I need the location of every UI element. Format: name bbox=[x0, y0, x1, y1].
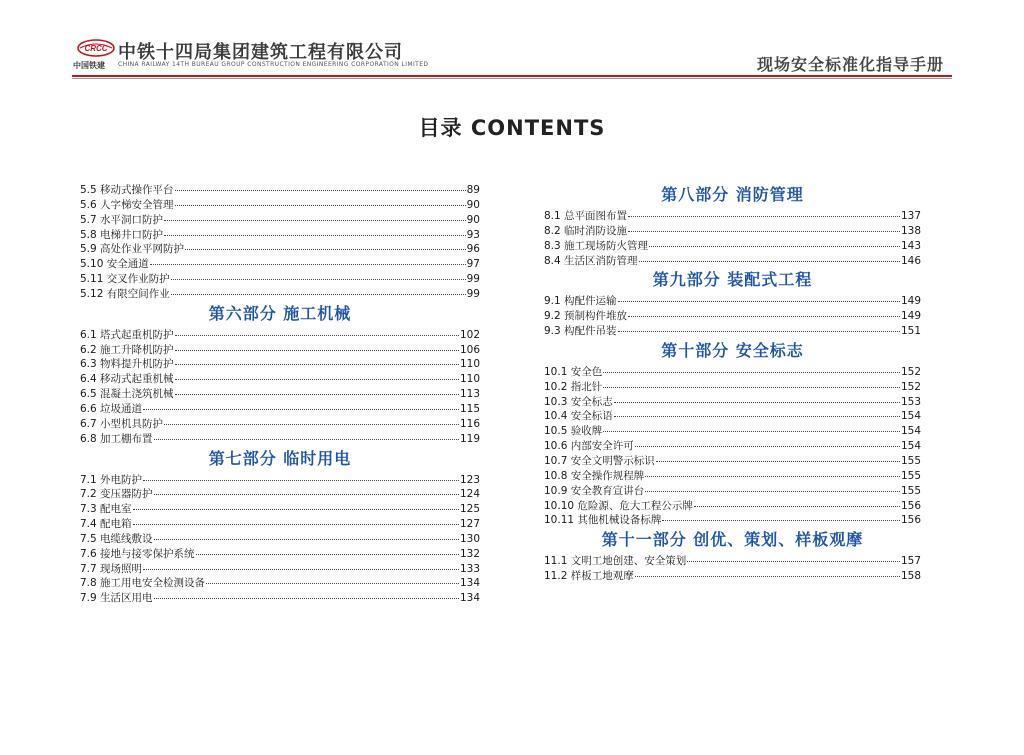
dot-leader bbox=[196, 546, 459, 555]
toc-entry-title: 10.8 安全操作规程牌 bbox=[544, 469, 645, 482]
toc-entry-title: 5.12 有限空间作业 bbox=[80, 287, 170, 300]
dot-leader bbox=[603, 379, 900, 388]
dot-leader bbox=[603, 423, 900, 432]
toc-entry-page: 154 bbox=[900, 410, 921, 423]
toc-entry-title: 6.3 物料提升机防护 bbox=[80, 358, 174, 371]
toc-entry-title: 5.7 水平洞口防护 bbox=[80, 213, 164, 226]
toc-entry[interactable] bbox=[544, 468, 921, 483]
toc-entry-page: 110 bbox=[459, 373, 480, 386]
dot-leader bbox=[618, 293, 900, 302]
toc-entry-page: 89 bbox=[466, 184, 480, 196]
toc-entry-page: 123 bbox=[459, 473, 480, 486]
toc-entry-title: 9.2 预制构件堆放 bbox=[544, 310, 628, 323]
toc-entry-page: 113 bbox=[459, 388, 480, 401]
toc-entry-page: 134 bbox=[459, 592, 480, 605]
toc-entry-title: 9.3 构配件吊装 bbox=[544, 325, 617, 338]
toc-entry-title: 10.11 其他机械设备标牌 bbox=[544, 514, 662, 527]
toc-entry-title: 7.1 外电防护 bbox=[80, 473, 143, 486]
toc-entry-title: 6.8 加工棚布置 bbox=[80, 432, 153, 445]
toc-entry-title: 7.5 电缆线敷设 bbox=[80, 532, 153, 545]
section-heading: 第十部分 安全标志 bbox=[661, 340, 804, 360]
toc-entry-page: 152 bbox=[900, 365, 921, 378]
toc-right-column bbox=[544, 182, 921, 583]
dot-leader bbox=[175, 182, 466, 191]
toc-entry[interactable] bbox=[544, 364, 921, 379]
toc-entry[interactable] bbox=[80, 227, 480, 242]
toc-entry-page: 154 bbox=[900, 425, 921, 438]
company-name-cn: 中铁十四局集团建筑工程有限公司 bbox=[118, 42, 403, 63]
section-heading: 第九部分 装配式工程 bbox=[652, 270, 813, 290]
toc-entry-title: 7.7 现场照明 bbox=[80, 562, 143, 575]
toc-entry[interactable] bbox=[544, 208, 921, 223]
toc-entry-title: 7.9 生活区用电 bbox=[80, 592, 153, 605]
toc-entry-title: 5.6 人字梯安全管理 bbox=[80, 198, 174, 211]
toc-entry-title: 8.4 生活区消防管理 bbox=[544, 254, 638, 267]
toc-entry-title: 10.7 安全文明警示标识 bbox=[544, 454, 655, 467]
dot-leader bbox=[143, 561, 459, 570]
toc-entry[interactable] bbox=[80, 401, 480, 416]
dot-leader bbox=[645, 468, 900, 477]
toc-entry-page: 116 bbox=[459, 417, 480, 430]
dot-leader bbox=[175, 197, 466, 206]
dot-leader bbox=[628, 223, 900, 232]
dot-leader bbox=[143, 472, 459, 481]
toc-entry-title: 5.9 高处作业平网防护 bbox=[80, 243, 185, 256]
toc-entry-page: 158 bbox=[900, 570, 921, 583]
dot-leader bbox=[164, 212, 466, 221]
dot-leader bbox=[662, 512, 900, 521]
toc-entry-title: 9.1 构配件运输 bbox=[544, 295, 617, 308]
toc-entry[interactable] bbox=[80, 271, 480, 286]
toc-entry[interactable] bbox=[80, 212, 480, 227]
toc-entry[interactable] bbox=[80, 342, 480, 357]
company-name-en: CHINA RAILWAY 14TH BUREAU GROUP CONSTRUCTION ENGINEERING CORPORATION LIMITED bbox=[118, 61, 429, 68]
toc-entry[interactable] bbox=[80, 575, 480, 590]
toc-entry[interactable] bbox=[80, 182, 480, 197]
dot-leader bbox=[154, 486, 459, 495]
toc-entry[interactable] bbox=[544, 323, 921, 338]
logo-text: CRCC bbox=[84, 44, 108, 53]
toc-entry-page: 124 bbox=[459, 488, 480, 501]
toc-entry[interactable] bbox=[544, 498, 921, 513]
dot-leader bbox=[171, 286, 466, 295]
toc-entry-title: 6.6 垃圾通道 bbox=[80, 402, 143, 415]
toc-entry[interactable] bbox=[80, 197, 480, 212]
toc-entry[interactable] bbox=[80, 431, 480, 446]
toc-entry-page: 138 bbox=[900, 224, 921, 237]
toc-entry[interactable] bbox=[544, 553, 921, 568]
dot-leader bbox=[133, 501, 459, 510]
toc-entry[interactable] bbox=[544, 394, 921, 409]
toc-entry-title: 10.6 内部安全许可 bbox=[544, 440, 634, 453]
section-heading: 第六部分 施工机械 bbox=[208, 303, 352, 323]
toc-entry[interactable] bbox=[80, 416, 480, 431]
toc-entry[interactable] bbox=[80, 371, 480, 386]
toc-entry-page: 130 bbox=[459, 532, 480, 545]
toc-entry-page: 125 bbox=[459, 503, 480, 516]
toc-entry[interactable] bbox=[544, 379, 921, 394]
toc-entry-page: 99 bbox=[466, 273, 480, 286]
dot-leader bbox=[175, 327, 459, 336]
toc-entry-title: 6.7 小型机具防护 bbox=[80, 417, 164, 430]
toc-entry-title: 7.2 变压器防护 bbox=[80, 488, 153, 501]
toc-entry[interactable] bbox=[80, 256, 480, 271]
toc-entry-title: 6.1 塔式起重机防护 bbox=[80, 328, 174, 341]
dot-leader bbox=[175, 342, 459, 351]
toc-entry-page: 96 bbox=[466, 243, 480, 256]
toc-entry[interactable] bbox=[80, 327, 480, 342]
dot-leader bbox=[206, 575, 459, 584]
dot-leader bbox=[635, 438, 900, 447]
toc-entry-page: 151 bbox=[900, 325, 921, 338]
toc-entry[interactable] bbox=[544, 512, 921, 527]
toc-entry[interactable] bbox=[80, 546, 480, 561]
toc-entry-page: 155 bbox=[900, 484, 921, 497]
dot-leader bbox=[133, 516, 459, 525]
dot-leader bbox=[603, 364, 900, 373]
section-heading: 第十一部分 创优、策划、样板观摩 bbox=[601, 530, 864, 550]
dot-leader bbox=[150, 256, 466, 265]
toc-entry-title: 5.5 移动式操作平台 bbox=[80, 184, 174, 196]
toc-entry[interactable] bbox=[80, 561, 480, 576]
dot-leader bbox=[175, 371, 459, 380]
toc-entry-title: 6.4 移动式起重机械 bbox=[80, 373, 174, 386]
toc-entry-page: 137 bbox=[900, 210, 921, 222]
toc-left-column bbox=[80, 182, 480, 605]
dot-leader bbox=[656, 453, 900, 462]
toc-entry[interactable] bbox=[544, 453, 921, 468]
toc-entry-page: 156 bbox=[900, 499, 921, 512]
toc-entry-title: 10.5 验收牌 bbox=[544, 425, 603, 438]
toc-entry[interactable] bbox=[80, 486, 480, 501]
toc-entry-page: 93 bbox=[466, 228, 480, 241]
crcc-logo bbox=[76, 38, 116, 58]
toc-entry-page: 156 bbox=[900, 514, 921, 527]
toc-entry-title: 7.3 配电室 bbox=[80, 503, 132, 516]
dot-leader bbox=[614, 408, 900, 417]
toc-entry-page: 90 bbox=[466, 213, 480, 226]
toc-entry[interactable] bbox=[80, 590, 480, 605]
header-gray-rule bbox=[72, 78, 952, 79]
toc-entry-page: 133 bbox=[459, 562, 480, 575]
toc-entry-title: 8.3 施工现场防火管理 bbox=[544, 239, 649, 252]
toc-entry[interactable] bbox=[544, 308, 921, 323]
toc-entry-page: 99 bbox=[466, 287, 480, 300]
toc-entry-page: 146 bbox=[900, 254, 921, 267]
dot-leader bbox=[639, 253, 900, 262]
toc-entry-title: 10.10 危险源、危大工程公示牌 bbox=[544, 499, 693, 512]
toc-entry[interactable] bbox=[80, 501, 480, 516]
dot-leader bbox=[164, 416, 459, 425]
toc-entry-title: 5.10 安全通道 bbox=[80, 258, 149, 271]
toc-entry[interactable] bbox=[80, 286, 480, 301]
toc-entry-page: 97 bbox=[466, 258, 480, 271]
dot-leader bbox=[645, 483, 900, 492]
toc-entry-page: 134 bbox=[459, 577, 480, 590]
toc-entry[interactable] bbox=[80, 356, 480, 371]
toc-entry-page: 157 bbox=[900, 555, 921, 568]
toc-entry-title: 5.8 电梯井口防护 bbox=[80, 228, 164, 241]
toc-entry-page: 153 bbox=[900, 395, 921, 408]
toc-entry-page: 155 bbox=[900, 469, 921, 482]
toc-entry-title: 7.4 配电箱 bbox=[80, 518, 132, 531]
toc-entry-page: 152 bbox=[900, 380, 921, 393]
toc-entry[interactable] bbox=[544, 438, 921, 453]
logo-subtitle: 中国铁建 bbox=[73, 61, 105, 70]
dot-leader bbox=[154, 531, 459, 540]
toc-entry-page: 106 bbox=[459, 343, 480, 356]
toc-entry-title: 8.1 总平面图布置 bbox=[544, 210, 628, 222]
toc-entry[interactable] bbox=[80, 472, 480, 487]
toc-entry-title: 11.2 样板工地观摩 bbox=[544, 570, 634, 583]
toc-entry-page: 90 bbox=[466, 198, 480, 211]
toc-entry-page: 132 bbox=[459, 547, 480, 560]
dot-leader bbox=[154, 590, 459, 599]
toc-entry[interactable] bbox=[544, 223, 921, 238]
toc-entry[interactable] bbox=[544, 253, 921, 268]
toc-entry-page: 115 bbox=[459, 402, 480, 415]
toc-entry-title: 10.1 安全色 bbox=[544, 365, 603, 378]
toc-entry[interactable] bbox=[544, 408, 921, 423]
dot-leader bbox=[635, 568, 900, 577]
toc-entry-page: 119 bbox=[459, 432, 480, 445]
toc-entry-page: 143 bbox=[900, 239, 921, 252]
contents-title: 目录 CONTENTS bbox=[418, 116, 606, 140]
toc-entry-title: 10.2 指北针 bbox=[544, 380, 603, 393]
toc-entry[interactable] bbox=[544, 483, 921, 498]
toc-entry[interactable] bbox=[80, 386, 480, 401]
toc-entry[interactable] bbox=[80, 516, 480, 531]
toc-entry[interactable] bbox=[80, 241, 480, 256]
toc-entry-title: 7.8 施工用电安全检测设备 bbox=[80, 577, 206, 590]
dot-leader bbox=[618, 323, 900, 332]
dot-leader bbox=[175, 356, 459, 365]
toc-entry-page: 127 bbox=[459, 518, 480, 531]
section-heading: 第八部分 消防管理 bbox=[661, 185, 804, 204]
dot-leader bbox=[614, 394, 900, 403]
toc-entry[interactable] bbox=[544, 293, 921, 308]
page-header bbox=[0, 0, 1024, 100]
toc-entry-title: 6.2 施工升降机防护 bbox=[80, 343, 174, 356]
dot-leader bbox=[649, 238, 900, 247]
toc-entry-title: 11.1 文明工地创建、安全策划 bbox=[544, 555, 687, 568]
toc-entry-page: 155 bbox=[900, 454, 921, 467]
toc-entry-title: 10.9 安全教育宣讲台 bbox=[544, 484, 645, 497]
toc-entry-title: 8.2 临时消防设施 bbox=[544, 224, 628, 237]
dot-leader bbox=[154, 431, 459, 440]
dot-leader bbox=[694, 498, 900, 507]
toc-entry-page: 110 bbox=[459, 358, 480, 371]
dot-leader bbox=[164, 227, 466, 236]
toc-entry-page: 102 bbox=[459, 328, 480, 341]
dot-leader bbox=[175, 386, 459, 395]
dot-leader bbox=[185, 241, 466, 250]
toc-entry-title: 7.6 接地与接零保护系统 bbox=[80, 547, 195, 560]
dot-leader bbox=[628, 308, 900, 317]
toc-entry-page: 149 bbox=[900, 310, 921, 323]
toc-entry-title: 10.3 安全标志 bbox=[544, 395, 613, 408]
toc-entry[interactable] bbox=[544, 238, 921, 253]
toc-entry[interactable] bbox=[80, 531, 480, 546]
dot-leader bbox=[143, 401, 459, 410]
dot-leader bbox=[687, 553, 900, 562]
section-heading: 第七部分 临时用电 bbox=[208, 448, 352, 468]
manual-title: 现场安全标准化指导手册 bbox=[756, 55, 944, 74]
dot-leader bbox=[171, 271, 466, 280]
toc-entry-page: 149 bbox=[900, 295, 921, 308]
toc-entry-title: 6.5 混凝土浇筑机械 bbox=[80, 388, 174, 401]
toc-entry-title: 10.4 安全标语 bbox=[544, 410, 613, 423]
header-red-rule bbox=[72, 75, 952, 77]
toc-entry[interactable] bbox=[544, 568, 921, 583]
toc-entry-page: 154 bbox=[900, 440, 921, 453]
toc-entry-title: 5.11 交叉作业防护 bbox=[80, 273, 170, 286]
dot-leader bbox=[628, 208, 900, 217]
toc-entry[interactable] bbox=[544, 423, 921, 438]
